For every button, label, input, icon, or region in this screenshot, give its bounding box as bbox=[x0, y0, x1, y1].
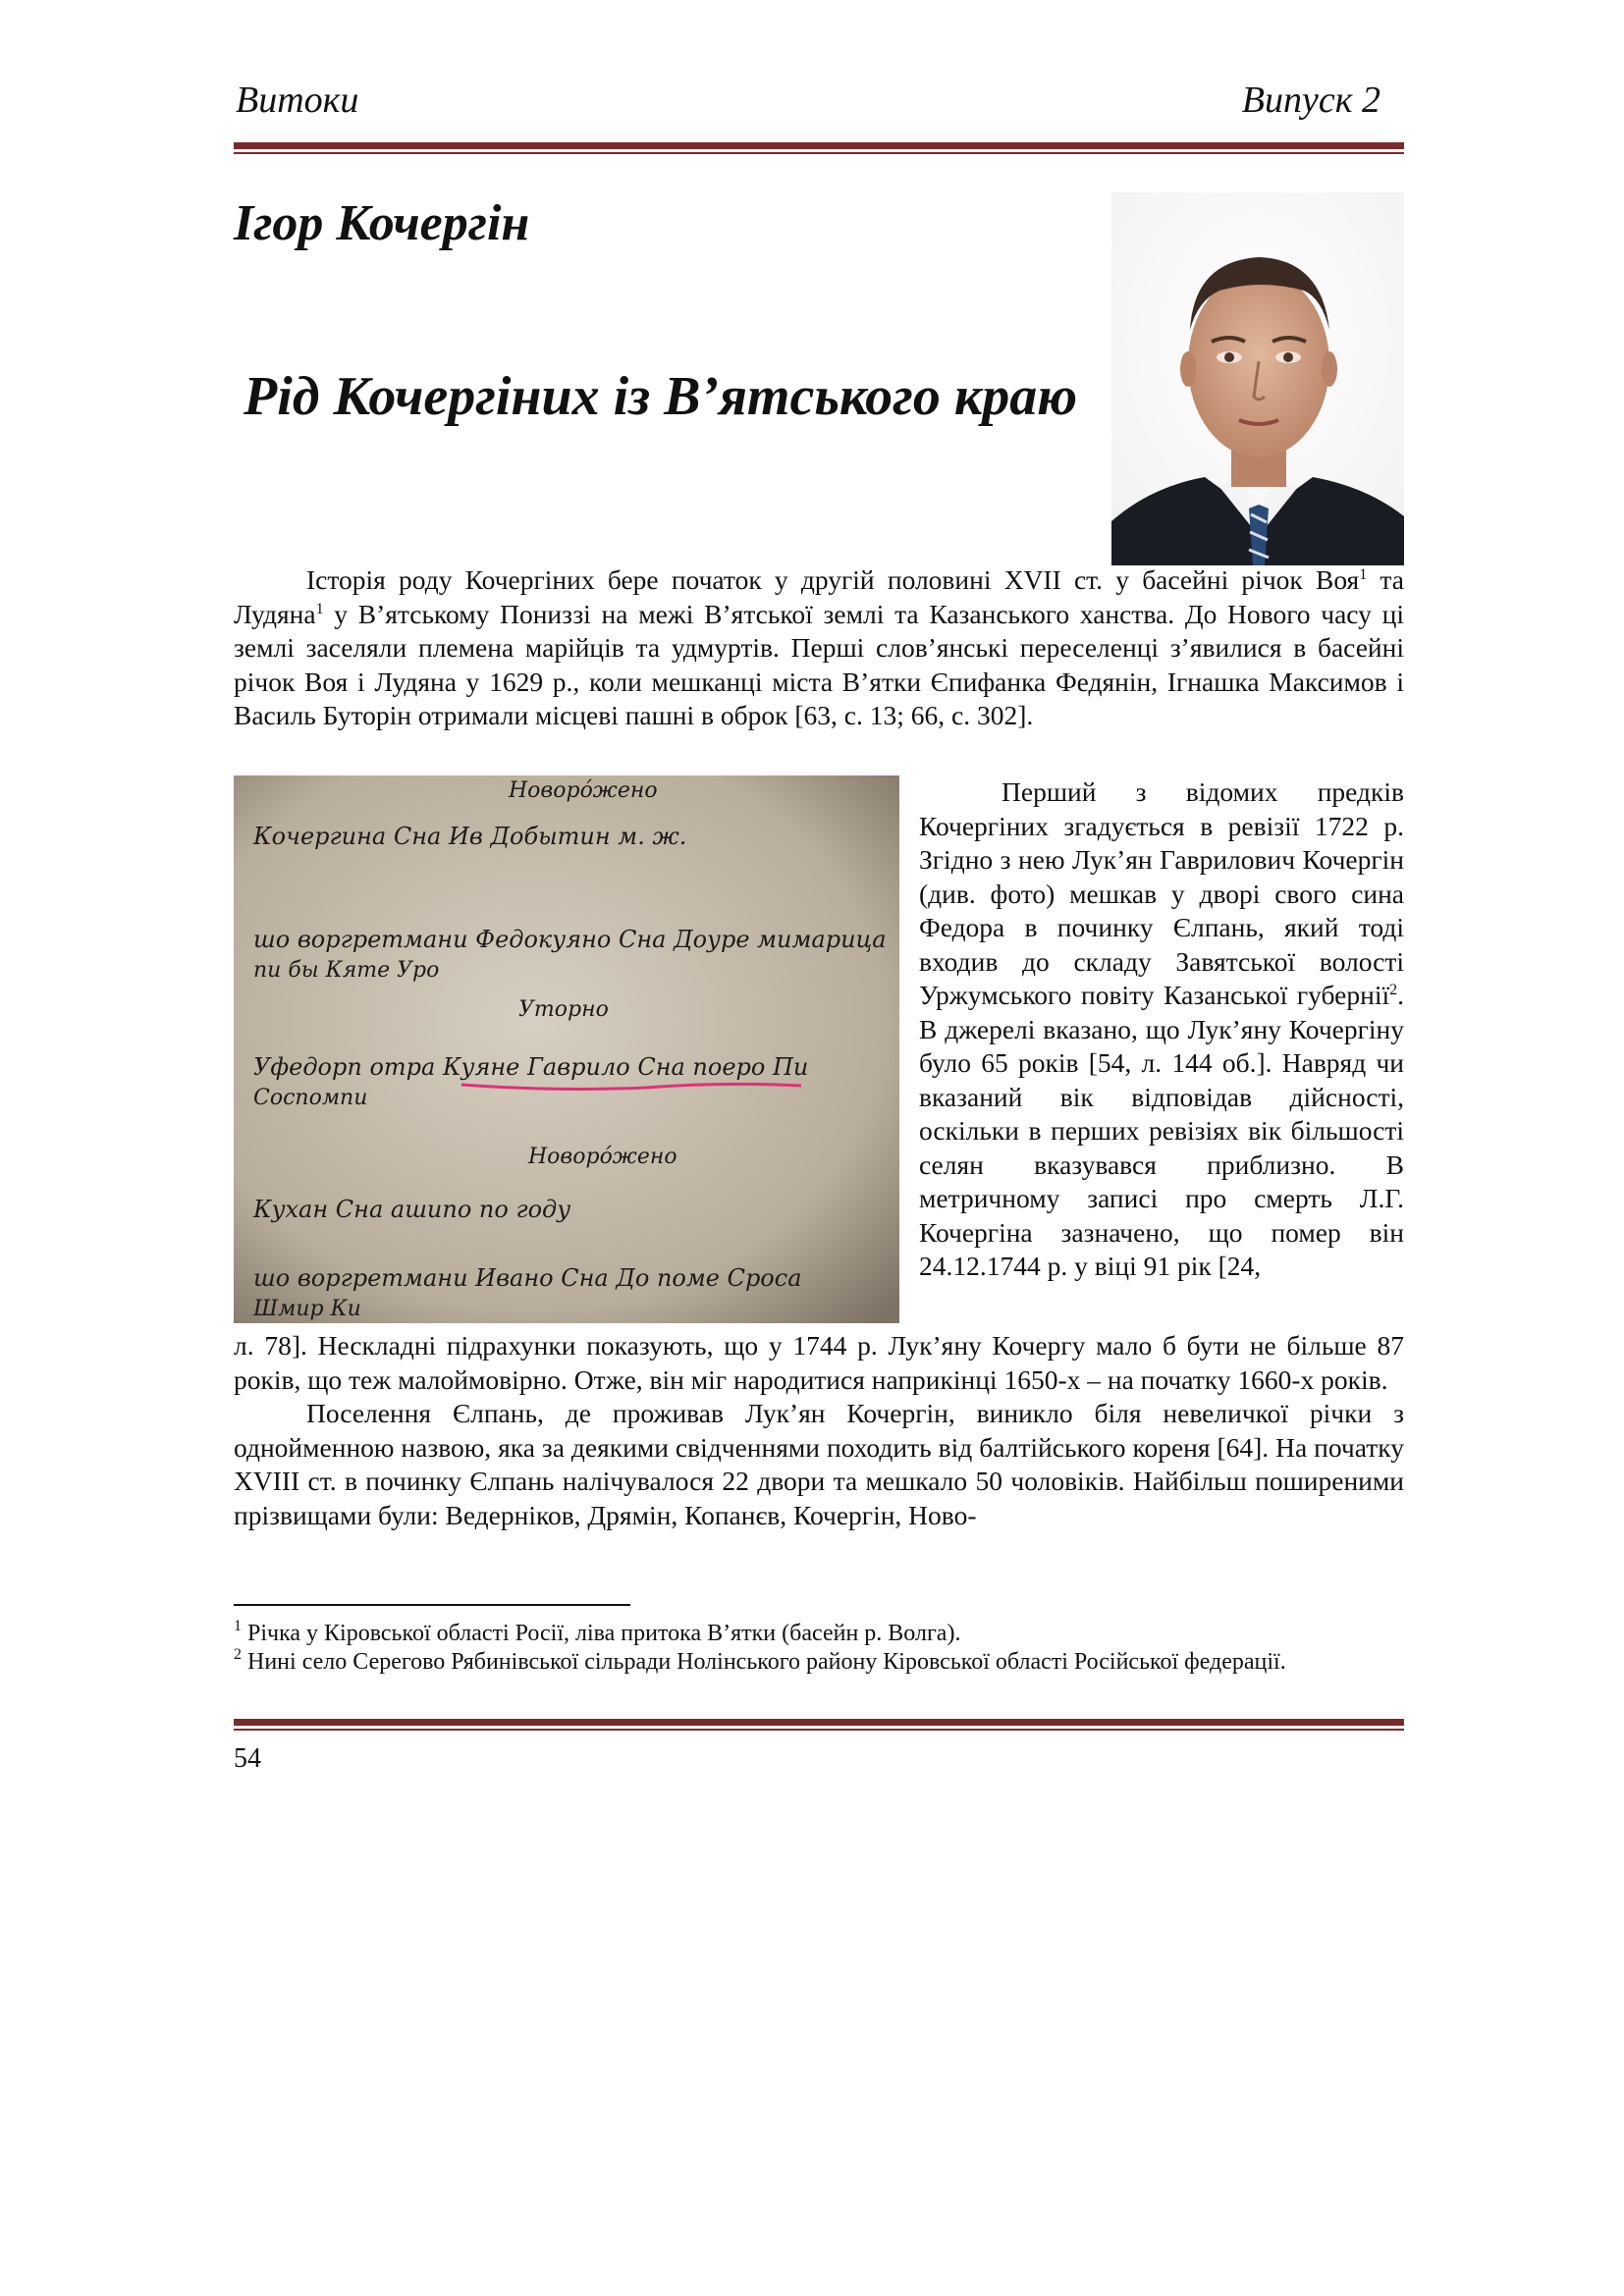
para2-text-c: л. 78]. Нескладні підрахунки показують, що у 1744 р. Лук’яну Кочергу мало б бути не більше 87 років, що теж малоймовірно. Отже, він міг народитися наприкінці 1650-х – на початку 1660-х років. bbox=[234, 1330, 1404, 1395]
manuscript-photo bbox=[234, 775, 899, 1323]
footnote-ref-1: 1 bbox=[1359, 566, 1368, 583]
footnote-1-text: Річка у Кіровської області Росії, ліва притока В’ятки (басейн р. Волга). bbox=[242, 1621, 961, 1646]
manuscript-line-10: шо воргретмани Ивано Сна До поме Сроса bbox=[253, 1264, 802, 1292]
header-rule bbox=[234, 142, 1404, 149]
manuscript-line-3: шо воргретмани Федокуяно Сна Доуре мимарица bbox=[253, 926, 887, 953]
manuscript-line-11: Шмир Ки bbox=[253, 1297, 361, 1321]
paragraph-ancestor-column bbox=[919, 775, 1404, 1284]
footnote-1-num: 1 bbox=[234, 1618, 242, 1634]
para1-text-b: та Лудяна bbox=[234, 564, 1404, 629]
paragraph-intro bbox=[234, 563, 1404, 733]
para2-text-b: . В джерелі вказано, що Лук’яну Кочергіну було 65 років [54, л. 144 об.]. Навряд чи вказаний вік відповідав дійсності, оскільки в перших ревізіях вік більшості селян вказувався приблизно. В метричному записі про смерть Л.Г. Кочергіна зазначено, що помер він 24.12.1744 р. у віці 91 рік [24, bbox=[919, 980, 1404, 1281]
paragraph-settlement: Поселення Єлпань, де проживав Лук’ян Кочергін, виникло біля невеличкої річки з однойменною назвою, яка за деякими свідченнями походить від балтійського кореня [64]. На початку XVIII ст. в починку Єлпань налічувалося 22 двори та мешкало 50 чоловіків. Найбільш поширеними прізвищами були: Ведерніков, Дрямін, Копанєв, Кочергін, Ново- bbox=[234, 1398, 1404, 1530]
footer-rule-thin bbox=[234, 1729, 1404, 1731]
footnote-2-text: Нині село Серегово Рябинівської сільради Нолінського району Кіровської області Російської федерації. bbox=[242, 1649, 1286, 1675]
footnote-2 bbox=[234, 1648, 1404, 1677]
footnote-2-num: 2 bbox=[234, 1646, 242, 1663]
footnote-ref-2: 2 bbox=[1389, 982, 1398, 998]
para1-text-c: у В’ятському Пониззі на межі В’ятської землі та Казанського ханства. До Нового часу ці землі заселяли племена марійців та удмуртів. Перші слов’янські переселенці з’явилися в басейні річок Воя і Лудяна у 1629 р., коли мешканці міста В’ятки Єпифанка Федянін, Ігнашка Максимов і Василь Буторін отримали місцеві пашні в оброк [63, с. 13; 66, с. 302]. bbox=[234, 598, 1404, 730]
article-title: Рід Кочергіних із В’ятського краю bbox=[244, 366, 1078, 427]
footnotes bbox=[234, 1620, 1404, 1677]
para1-text-a: Історія роду Кочергіних бере початок у другій половині XVII ст. у басейні річок Воя bbox=[306, 564, 1360, 595]
para2-text-a: Перший з відомих предків Кочергіних згадується в ревізії 1722 р. Згідно з нею Лук’ян Гаврилович Кочергін (див. фото) мешкав у дворі свого сина Федора в починку Єлпань, який тоді входив до складу Завятської волості Уржумського повіту Казанської губернії bbox=[919, 776, 1404, 1010]
manuscript-line-8: Новоро́жено bbox=[528, 1145, 677, 1169]
footer-rule bbox=[234, 1719, 1404, 1726]
manuscript-line-2: Кочергина Сна Ив Добытин м. ж. bbox=[253, 823, 687, 850]
manuscript-line-9: Кухан Сна ашипо по году bbox=[253, 1196, 571, 1223]
journal-title: Витоки bbox=[236, 80, 359, 121]
page-number: 54 bbox=[234, 1743, 261, 1774]
footnote-separator bbox=[234, 1604, 630, 1606]
manuscript-line-7: Соспомпи bbox=[253, 1086, 368, 1110]
footnote-ref-1b: 1 bbox=[315, 600, 324, 617]
issue-number: Випуск 2 bbox=[1241, 80, 1380, 121]
author-name: Ігор Кочергін bbox=[234, 195, 530, 251]
manuscript-line-6: Уфедорп отра Куяне Гаврило Сна поеро Пи bbox=[253, 1053, 809, 1081]
manuscript-line-1: Новоро́жено bbox=[509, 778, 658, 803]
footnote-1 bbox=[234, 1620, 1404, 1648]
paragraph-continuation bbox=[234, 1329, 1404, 1532]
author-portrait bbox=[1111, 192, 1404, 565]
header-rule-thin bbox=[234, 152, 1404, 154]
manuscript-line-5: Уторно bbox=[518, 997, 609, 1022]
manuscript-line-4: пи бы Кяте Уро bbox=[253, 958, 440, 983]
